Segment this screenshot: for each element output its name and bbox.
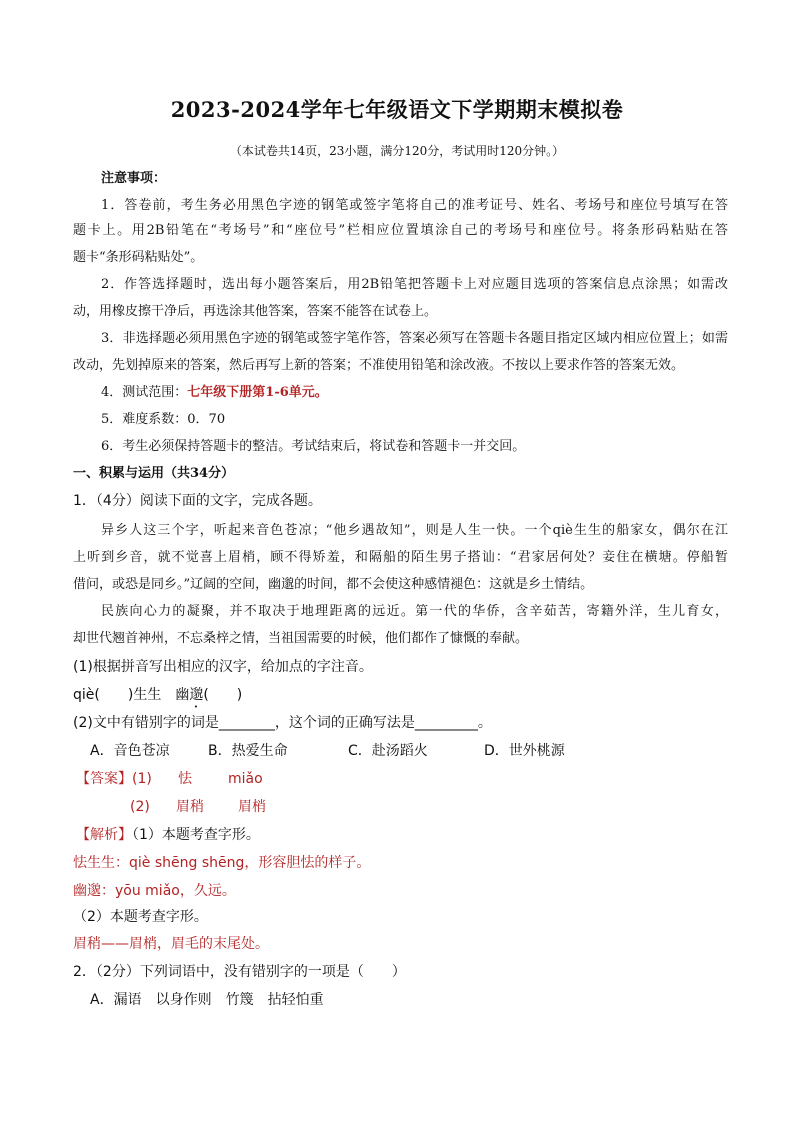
answer-label: 【答案】 <box>76 771 132 787</box>
question-2-stem: 2．（2分）下列词语中，没有错别字的一项是（ ） <box>73 964 406 980</box>
answer-2-correct-word: 眉梢 <box>238 799 266 815</box>
section-heading: 一、积累与运用（共34分） <box>73 466 235 481</box>
analysis-label: 【解析】 <box>76 827 132 843</box>
answer-1-pinyin: miǎo <box>228 771 263 787</box>
analysis-row-2: 怯生生：qiè shēng shēng，形容胆怯的样子。 <box>73 855 371 871</box>
answer-2-number: (2) <box>130 799 150 815</box>
analysis-row-5: 眉稍——眉梢，眉毛的末尾处。 <box>73 936 269 952</box>
question-2-option-a: A．漏语 以身作则 竹篾 拈轻怕重 <box>90 992 324 1008</box>
dotted-word-blank: ( ) <box>203 687 243 703</box>
notice-item-6: 6．考生必须保持答题卡的整洁。考试结束后，将试卷和答题卡一并交回。 <box>101 439 526 454</box>
notice-item-1-line-1: 1．答卷前，考生务必用黑色字迹的钢笔或签字笔将自己的准考证号、姓名、考场号和座位号填写在答 <box>101 198 728 213</box>
analysis-row-1 <box>76 826 728 844</box>
notice-item-1-line-2: 题卡上。用2B铅笔在“考场号”和“座位号”栏相应位置填涂自己的考场号和座位号。将条形码粘贴在答 <box>73 223 728 238</box>
dotted-character: 邈 <box>189 687 204 703</box>
analysis-row-3: 幽邈：yōu miǎo，久远。 <box>73 883 236 899</box>
answer-row-1 <box>76 770 728 788</box>
passage-p1-line-3: 借问，或恐是同乡。”辽阔的空间，幽邈的时间，都不会使这种感情褪色：这就是乡土情结。 <box>73 577 594 592</box>
notice-item-5: 5．难度系数：0．70 <box>101 412 226 427</box>
question-1-stem: 1．（4分）阅读下面的文字，完成各题。 <box>73 493 322 509</box>
dotted-word-prefix: 幽 <box>175 687 190 703</box>
notice-item-3-line-1: 3．非选择题必须用黑色字迹的钢笔或签字笔作答，答案必须写在答题卡各题目指定区域内相应位置上；如需 <box>101 331 728 346</box>
notice-item-2-line-2: 动，用橡皮擦干净后，再选涂其他答案，答案不能答在试卷上。 <box>73 304 438 319</box>
notice-heading: 注意事项： <box>101 171 167 186</box>
answer-row-2 <box>130 798 728 816</box>
subquestion-2: (2)文中有错别字的词是________，这个词的正确写法是_________。 <box>73 715 492 731</box>
pinyin-blank: qiè( )生生 <box>73 687 162 703</box>
passage-p2-line-2: 却世代翘首神州，不忘桑梓之情，当祖国需要的时候，他们都作了慷慨的奉献。 <box>73 631 529 646</box>
passage-p2-line-1: 民族向心力的凝聚，并不取决于地理距离的远近。第一代的华侨，含辛茹苦，寄籍外洋，生儿育女， <box>101 604 728 619</box>
subquestion-1: (1)根据拼音写出相应的汉字，给加点的字注音。 <box>73 659 373 675</box>
passage-p1-line-1: 异乡人这三个字，听起来音色苍凉；“他乡遇故知”，则是人生一快。一个qiè生生的船家女，偶尔在江 <box>101 523 728 538</box>
exam-info: （本试卷共14页，23小题，满分120分，考试用时120分钟。） <box>229 144 565 158</box>
answer-2-wrong-word: 眉稍 <box>176 799 204 815</box>
notice-item-3-line-2: 改动，先划掉原来的答案，然后再写上新的答案；不准使用铅笔和涂改液。不按以上要求作答的答案无效。 <box>73 358 685 373</box>
notice-item-2-line-1: 2．作答选择题时，选出每小题答案后，用2B铅笔把答题卡上对应题目选项的答案信息点涂黑；如需改 <box>101 277 728 292</box>
option-c: C．赴汤蹈火 <box>348 743 428 759</box>
notice-item-4-prefix: 4．测试范围： <box>101 385 188 400</box>
option-b: B．热爱生命 <box>208 743 288 759</box>
analysis-row-4: （2）本题考查字形。 <box>73 909 208 925</box>
notice-item-4 <box>101 384 728 402</box>
option-a: A．音色苍凉 <box>90 743 170 759</box>
subquestion-1-blanks <box>73 686 728 711</box>
answer-1-char: 怯 <box>178 771 192 787</box>
passage-p1-line-2: 上听到乡音，就不觉喜上眉梢，顾不得矫羞，和隔船的陌生男子搭讪：“君家居何处？妾住在横塘。停船暂 <box>73 550 728 565</box>
answer-1-number: (1) <box>132 771 152 787</box>
page-title: 2023-2024学年七年级语文下学期期末模拟卷 <box>170 97 624 122</box>
option-d: D．世外桃源 <box>484 743 565 759</box>
choice-options <box>90 742 728 760</box>
analysis-part-1: （1）本题考查字形。 <box>132 827 260 843</box>
notice-item-1-line-3: 题卡“条形码粘贴处”。 <box>73 250 204 265</box>
test-range: 七年级下册第1-6单元。 <box>187 385 328 400</box>
